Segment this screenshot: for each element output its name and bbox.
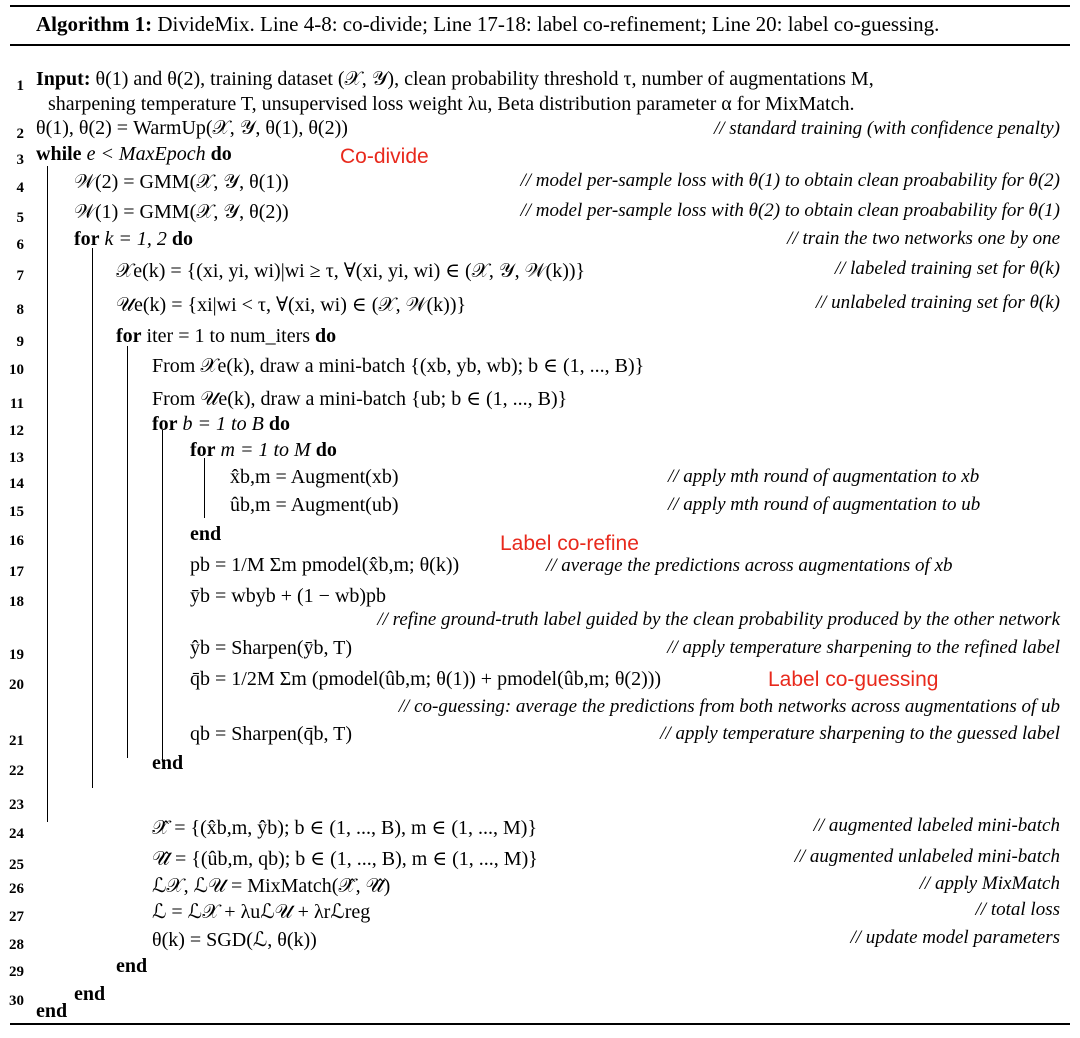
line-number: 4 [16, 180, 24, 196]
comment-line-6: // train the two networks one by one [787, 228, 1060, 249]
line-number: 8 [16, 302, 24, 318]
scope-bar-for-m [204, 458, 205, 518]
for-iter-range: iter = 1 to num_iters [146, 325, 311, 347]
annotation-co-divide: Co-divide [340, 145, 429, 168]
code-line-17 [190, 554, 459, 577]
code-line-13 [190, 439, 337, 462]
keyword-for: for [152, 413, 178, 435]
augment-u: ûb,m = Augment(ub) [230, 494, 399, 516]
line-number: 2 [16, 126, 24, 142]
keyword-for: for [74, 228, 100, 250]
co-guess-statement: q̄b = 1/2M Σm (pmodel(ûb,m; θ(1)) + pmodel(ûb,m; θ(2))) [190, 668, 662, 690]
keyword-end: end [116, 955, 148, 977]
line-number: 6 [16, 237, 24, 253]
caption-text: DivideMix. Line 4-8: co-divide; Line 17-18: label co-refinement; Line 20: label co-guessing. [152, 12, 940, 36]
for-m-range: m = 1 to M [220, 439, 311, 461]
code-line-3 [36, 143, 232, 166]
code-line-7 [116, 258, 585, 283]
line-number: 17 [9, 564, 24, 580]
comment-line-25: // apply MixMatch [919, 873, 1060, 894]
code-line-22 [152, 752, 183, 775]
scope-bar-for-iter [127, 346, 128, 758]
comment-line-26: // total loss [975, 899, 1060, 920]
for-b-range: b = 1 to B [182, 413, 264, 435]
code-line-29 [74, 983, 105, 1006]
comment-line-5: // model per-sample loss with θ(2) to obtain clean proabability for θ(1) [520, 200, 1060, 221]
comment-line-23: // augmented labeled mini-batch [813, 815, 1060, 836]
code-line-16 [190, 523, 221, 546]
line-number: 16 [9, 533, 24, 549]
refine-label: ȳb = wbyb + (1 − wb)pb [190, 585, 387, 607]
input-text-cont: sharpening temperature T, unsupervised loss weight λu, Beta distribution parameter α for MixMatch. [48, 93, 855, 115]
keyword-end: end [152, 752, 184, 774]
line-number: 7 [16, 268, 24, 284]
line-number: 23 [9, 797, 24, 813]
code-line-8 [116, 292, 466, 317]
line-number: 13 [9, 450, 24, 466]
code-line-26 [152, 899, 370, 924]
scope-bar-while [47, 166, 48, 822]
algorithm-caption [36, 12, 939, 37]
code-line-4 [74, 171, 289, 194]
line-number: 5 [16, 210, 24, 226]
code-line-2 [36, 117, 348, 140]
warmup-statement: θ(1), θ(2) = WarmUp(𝒳, 𝒴, θ(1), θ(2)) [36, 117, 348, 139]
line-number: 29 [9, 964, 24, 980]
comment-line-19: // apply temperature sharpening to the refined label [667, 637, 1060, 658]
augmented-unlabeled-batch: 𝒰̂ = {(ûb,m, qb); b ∈ (1, ..., B), m ∈ (1, ..., M)} [152, 848, 538, 870]
code-line-25 [152, 873, 390, 898]
line-number: 25 [9, 857, 24, 873]
code-line-10 [152, 353, 644, 378]
code-line-27 [152, 927, 317, 952]
comment-line-24: // augmented unlabeled mini-batch [794, 846, 1060, 867]
line-number: 30 [9, 993, 24, 1009]
comment-line-4: // model per-sample loss with θ(1) to obtain clean proabability for θ(2) [520, 170, 1060, 191]
comment-line-14: // apply mth round of augmentation to xb [668, 466, 980, 487]
sharpen-guess: qb = Sharpen(q̄b, T) [190, 723, 352, 745]
code-line-1 [36, 68, 874, 91]
annotation-label-co-refine: Label co-refine [500, 532, 639, 555]
line-number: 28 [9, 937, 24, 953]
top-rule [10, 5, 1070, 7]
input-text: θ(1) and θ(2), training dataset (𝒳, 𝒴), clean probability threshold τ, number of augmentations M, [95, 68, 874, 90]
scope-bar-for-b [162, 430, 163, 762]
augment-x: x̂b,m = Augment(xb) [230, 466, 399, 488]
line-number: 1 [16, 78, 24, 94]
code-line-6 [74, 228, 193, 251]
line-number: 14 [9, 476, 24, 492]
code-line-11 [152, 386, 567, 411]
while-condition: e < MaxEpoch [86, 143, 206, 165]
line-number: 11 [9, 396, 24, 412]
caption-rule [10, 44, 1070, 46]
keyword-do: do [315, 325, 337, 347]
line-number: 9 [16, 334, 24, 350]
code-line-12 [152, 413, 290, 436]
bottom-rule [10, 1023, 1070, 1025]
comment-line-7: // labeled training set for θ(k) [834, 258, 1060, 279]
keyword-for: for [190, 439, 216, 461]
keyword-do: do [268, 413, 290, 435]
unlabeled-set-definition: 𝒰e(k) = {xi|wi < τ, ∀(xi, wi) ∈ (𝒳, 𝒲(k))} [116, 294, 467, 316]
mixmatch-statement: ℒ𝒳, ℒ𝒰 = MixMatch(𝒳̂, 𝒰̂) [152, 875, 391, 897]
line-number: 20 [9, 677, 24, 693]
code-line-20 [190, 668, 661, 691]
keyword-for: for [116, 325, 142, 347]
line-number: 27 [9, 909, 24, 925]
comment-line-27: // update model parameters [850, 927, 1060, 948]
draw-labeled-batch: From 𝒳e(k), draw a mini-batch {(xb, yb, wb); b ∈ (1, ..., B)} [152, 355, 645, 377]
comment-line-17: // average the predictions across augmentations of xb [546, 555, 953, 576]
line-number: 26 [9, 881, 24, 897]
line-number: 15 [9, 504, 24, 520]
line-number: 19 [9, 647, 24, 663]
keyword-do: do [210, 143, 232, 165]
annotation-label-co-guessing: Label co-guessing [768, 668, 939, 691]
labeled-set-definition: 𝒳e(k) = {(xi, yi, wi)|wi ≥ τ, ∀(xi, yi, wi) ∈ (𝒳, 𝒴, 𝒲(k))} [116, 260, 586, 282]
comment-line-15: // apply mth round of augmentation to ub [668, 494, 981, 515]
line-number: 18 [9, 594, 24, 610]
total-loss-statement: ℒ = ℒ𝒳 + λuℒ𝒰 + λrℒreg [152, 901, 371, 923]
keyword-end: end [74, 983, 106, 1005]
gmm-statement-2: 𝒲(1) = GMM(𝒳, 𝒴, θ(2)) [74, 201, 289, 223]
for-k-range: k = 1, 2 [104, 228, 167, 250]
augmented-labeled-batch: 𝒳̂ = {(x̂b,m, ŷb); b ∈ (1, ..., B), m ∈ (1, ..., M)} [152, 817, 538, 839]
line-number: 22 [9, 763, 24, 779]
scope-bar-for-k [92, 248, 93, 788]
keyword-do: do [315, 439, 337, 461]
code-line-1-cont [48, 93, 854, 116]
line-number: 12 [9, 423, 24, 439]
sharpen-label: ŷb = Sharpen(ȳb, T) [190, 637, 352, 659]
comment-line-21: // apply temperature sharpening to the guessed label [660, 723, 1060, 744]
code-line-15 [230, 494, 399, 517]
code-line-23 [152, 815, 537, 840]
keyword-do: do [171, 228, 194, 250]
code-line-30 [36, 1000, 67, 1023]
code-line-24 [152, 846, 538, 871]
line-number: 24 [9, 826, 24, 842]
algorithm-label: Algorithm 1: [36, 12, 153, 36]
comment-line-8: // unlabeled training set for θ(k) [815, 292, 1060, 313]
line-number: 21 [9, 733, 24, 749]
keyword-input: Input: [36, 68, 91, 90]
sgd-update: θ(k) = SGD(ℒ, θ(k)) [152, 929, 317, 951]
code-line-14 [230, 466, 399, 489]
code-line-9 [116, 325, 336, 348]
code-line-18 [190, 585, 386, 608]
keyword-while: while [36, 143, 82, 165]
draw-unlabeled-batch: From 𝒰e(k), draw a mini-batch {ub; b ∈ (1, ..., B)} [152, 388, 568, 410]
line-number: 3 [16, 152, 24, 168]
comment-line-18: // refine ground-truth label guided by the clean probability produced by the other network [377, 609, 1060, 630]
comment-line-2: // standard training (with confidence penalty) [714, 118, 1060, 139]
code-line-19 [190, 637, 352, 660]
keyword-end: end [190, 523, 222, 545]
comment-line-20: // co-guessing: average the predictions from both networks across augmentations of ub [398, 696, 1060, 717]
code-line-5 [74, 201, 289, 224]
keyword-end: end [36, 1000, 68, 1022]
code-line-21 [190, 723, 352, 746]
average-predictions: pb = 1/M Σm pmodel(x̂b,m; θ(k)) [190, 554, 460, 576]
gmm-statement-1: 𝒲(2) = GMM(𝒳, 𝒴, θ(1)) [74, 171, 289, 193]
code-line-28 [116, 955, 147, 978]
line-number: 10 [9, 362, 24, 378]
